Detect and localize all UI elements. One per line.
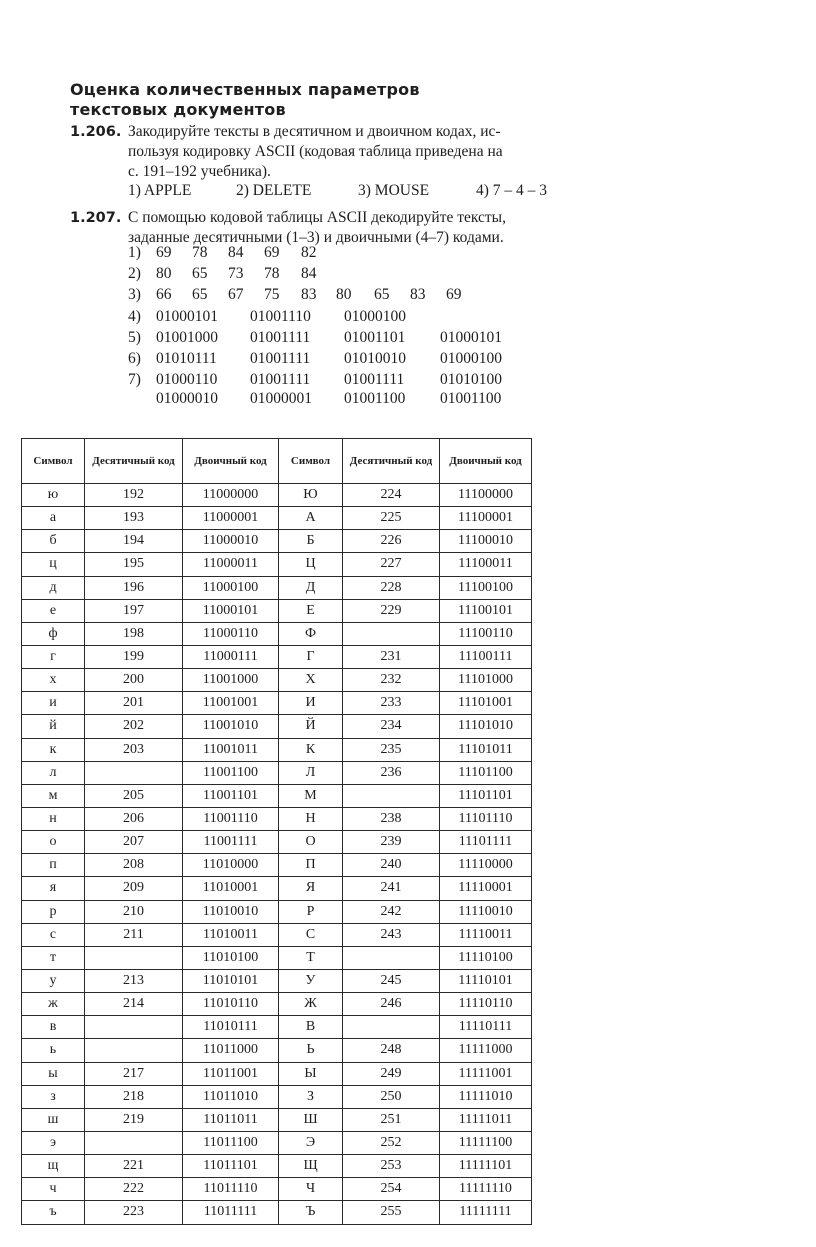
symbol-cell: Т: [279, 946, 343, 969]
heading-line-1: Оценка количественных параметров: [70, 80, 420, 99]
binary-cell: 11011010: [183, 1085, 279, 1108]
decimal-cell: 214: [85, 993, 183, 1016]
decimal-cell: [85, 761, 183, 784]
header-binary: Двоичный код: [440, 439, 532, 484]
code-value: 01010111: [156, 350, 217, 367]
code-value: 01001101: [344, 328, 406, 346]
decimal-cell: 250: [343, 1085, 440, 1108]
code-row-label: 4): [128, 307, 141, 325]
code-value: 73: [228, 265, 244, 283]
symbol-cell: й: [22, 715, 85, 738]
binary-cell: 11100001: [440, 507, 532, 530]
decimal-cell: 227: [343, 553, 440, 576]
code-value: 69: [156, 244, 172, 261]
table-row: [22, 946, 532, 969]
symbol-cell: и: [22, 692, 85, 715]
symbol-cell: е: [22, 599, 85, 622]
decimal-cell: 240: [343, 854, 440, 877]
task-206-number: 1.206.: [70, 124, 122, 140]
symbol-cell: Р: [279, 900, 343, 923]
symbol-cell: В: [279, 1016, 343, 1039]
symbol-cell: М: [279, 784, 343, 807]
task-206-line: пользуя кодировку ASCII (кодовая таблица приведена на: [128, 143, 503, 160]
symbol-cell: ф: [22, 622, 85, 645]
decimal-cell: 226: [343, 530, 440, 553]
decimal-cell: [343, 622, 440, 645]
table-row: [22, 831, 532, 854]
table-row: [22, 553, 532, 576]
table-row: [22, 761, 532, 784]
heading-line-2: текстовых документов: [70, 100, 286, 119]
symbol-cell: О: [279, 831, 343, 854]
code-value: 01001111: [250, 350, 311, 367]
code-value: 01001000: [156, 328, 218, 346]
table-row: [22, 1062, 532, 1085]
decimal-cell: 202: [85, 715, 183, 738]
decimal-cell: 224: [343, 484, 440, 507]
symbol-cell: Е: [279, 599, 343, 622]
task-207-line: заданные десятичными (1–3) и двоичными (4–7) кодами.: [128, 229, 504, 246]
decimal-cell: 251: [343, 1108, 440, 1131]
symbol-cell: р: [22, 900, 85, 923]
code-value: 84: [228, 244, 244, 261]
symbol-cell: с: [22, 923, 85, 946]
binary-cell: 11110011: [440, 923, 532, 946]
binary-cell: 11111110: [440, 1178, 532, 1201]
decimal-cell: [343, 946, 440, 969]
decimal-cell: 205: [85, 784, 183, 807]
symbol-cell: Ь: [279, 1039, 343, 1062]
symbol-cell: ц: [22, 553, 85, 576]
decimal-cell: 211: [85, 923, 183, 946]
decimal-cell: 193: [85, 507, 183, 530]
code-row-label: 2): [128, 265, 141, 283]
decimal-cell: 228: [343, 576, 440, 599]
header-symbol: Символ: [22, 439, 85, 484]
decimal-cell: 199: [85, 645, 183, 668]
decimal-cell: 249: [343, 1062, 440, 1085]
decimal-cell: 232: [343, 669, 440, 692]
code-value: 65: [374, 286, 390, 304]
table-row: [22, 1155, 532, 1178]
code-value: 01001111: [250, 328, 311, 346]
table-row: [22, 1178, 532, 1201]
table-row: [22, 854, 532, 877]
binary-cell: 11111011: [440, 1108, 532, 1131]
code-value: 01001100: [344, 390, 406, 408]
ascii-code-table: [21, 438, 532, 1225]
symbol-cell: Ч: [279, 1178, 343, 1201]
decimal-cell: 197: [85, 599, 183, 622]
binary-cell: 11010000: [183, 854, 279, 877]
symbol-cell: Ю: [279, 484, 343, 507]
code-value: 65: [192, 265, 208, 283]
code-value: 01000100: [440, 350, 502, 367]
symbol-cell: к: [22, 738, 85, 761]
code-value: 83: [301, 286, 317, 304]
decimal-cell: 243: [343, 923, 440, 946]
binary-cell: 11110100: [440, 946, 532, 969]
decimal-cell: 221: [85, 1155, 183, 1178]
binary-cell: 11010100: [183, 946, 279, 969]
code-value: 01000110: [156, 371, 218, 389]
binary-cell: 11010111: [183, 1016, 279, 1039]
code-value: 01000101: [440, 328, 502, 346]
symbol-cell: з: [22, 1085, 85, 1108]
code-value: 80: [336, 286, 352, 304]
task-206-text: [128, 122, 598, 182]
code-row-label: 6): [128, 350, 141, 367]
code-value: 01010100: [440, 371, 502, 389]
decimal-cell: 234: [343, 715, 440, 738]
symbol-cell: Ъ: [279, 1201, 343, 1224]
task-206-line: с. 191–192 учебника).: [128, 163, 271, 180]
binary-cell: 11101110: [440, 807, 532, 830]
binary-cell: 11011101: [183, 1155, 279, 1178]
binary-cell: 11000000: [183, 484, 279, 507]
decimal-cell: 222: [85, 1178, 183, 1201]
decimal-cell: 241: [343, 877, 440, 900]
symbol-cell: у: [22, 969, 85, 992]
decimal-cell: [85, 1039, 183, 1062]
symbol-cell: ч: [22, 1178, 85, 1201]
symbol-cell: Л: [279, 761, 343, 784]
symbol-cell: Ц: [279, 553, 343, 576]
table-row: [22, 1201, 532, 1224]
binary-cell: 11110110: [440, 993, 532, 1016]
binary-cell: 11101010: [440, 715, 532, 738]
table-row: [22, 900, 532, 923]
code-value: 01000001: [250, 390, 312, 408]
table-row: [22, 993, 532, 1016]
task-207-number: 1.207.: [70, 210, 122, 226]
decimal-cell: 235: [343, 738, 440, 761]
binary-cell: 11100100: [440, 576, 532, 599]
symbol-cell: Ы: [279, 1062, 343, 1085]
decimal-cell: 213: [85, 969, 183, 992]
code-value: 75: [264, 286, 280, 304]
symbol-cell: ъ: [22, 1201, 85, 1224]
decimal-cell: 223: [85, 1201, 183, 1224]
decimal-cell: 236: [343, 761, 440, 784]
binary-cell: 11100011: [440, 553, 532, 576]
symbol-cell: п: [22, 854, 85, 877]
table-row: [22, 599, 532, 622]
decimal-cell: 198: [85, 622, 183, 645]
decimal-cell: 255: [343, 1201, 440, 1224]
decimal-cell: 253: [343, 1155, 440, 1178]
binary-cell: 11101100: [440, 761, 532, 784]
binary-cell: 11010101: [183, 969, 279, 992]
binary-cell: 11001111: [183, 831, 279, 854]
symbol-cell: щ: [22, 1155, 85, 1178]
binary-cell: 11101011: [440, 738, 532, 761]
decimal-cell: [85, 1016, 183, 1039]
decimal-cell: 219: [85, 1108, 183, 1131]
decimal-cell: 200: [85, 669, 183, 692]
table-row: [22, 669, 532, 692]
option-4: 4) 7 – 4 – 3: [476, 182, 548, 199]
code-value: 01000010: [156, 390, 218, 408]
symbol-cell: У: [279, 969, 343, 992]
symbol-cell: Г: [279, 645, 343, 668]
binary-cell: 11100110: [440, 622, 532, 645]
symbol-cell: Б: [279, 530, 343, 553]
header-decimal: Десятичный код: [85, 439, 183, 484]
decimal-cell: 206: [85, 807, 183, 830]
table-row: [22, 530, 532, 553]
symbol-cell: Щ: [279, 1155, 343, 1178]
code-value: 66: [156, 286, 172, 304]
binary-cell: 11000100: [183, 576, 279, 599]
decimal-cell: [343, 1016, 440, 1039]
binary-cell: 11011100: [183, 1131, 279, 1154]
symbol-cell: Ф: [279, 622, 343, 645]
symbol-cell: П: [279, 854, 343, 877]
decimal-cell: 195: [85, 553, 183, 576]
code-value: 01000100: [344, 307, 406, 325]
symbol-cell: Я: [279, 877, 343, 900]
binary-cell: 11110101: [440, 969, 532, 992]
decimal-cell: 201: [85, 692, 183, 715]
decimal-cell: 238: [343, 807, 440, 830]
decimal-cell: 196: [85, 576, 183, 599]
table-row: [22, 807, 532, 830]
binary-cell: 11100101: [440, 599, 532, 622]
decimal-cell: 225: [343, 507, 440, 530]
symbol-cell: З: [279, 1085, 343, 1108]
code-value: 69: [264, 244, 280, 261]
table-row: [22, 1039, 532, 1062]
table-row: [22, 1108, 532, 1131]
code-row-label: 3): [128, 286, 141, 304]
symbol-cell: А: [279, 507, 343, 530]
symbol-cell: ж: [22, 993, 85, 1016]
table-row: [22, 1131, 532, 1154]
header-decimal: Десятичный код: [343, 439, 440, 484]
code-value: 67: [228, 286, 244, 304]
code-value: 01000101: [156, 307, 218, 325]
code-value: 01001110: [250, 307, 311, 325]
decimal-cell: 192: [85, 484, 183, 507]
symbol-cell: ш: [22, 1108, 85, 1131]
binary-cell: 11001000: [183, 669, 279, 692]
code-value: 01010010: [344, 350, 406, 367]
code-value: 01001100: [440, 390, 502, 408]
code-value: 83: [410, 286, 426, 304]
binary-cell: 11101101: [440, 784, 532, 807]
table-row: [22, 484, 532, 507]
table-row: [22, 1016, 532, 1039]
header-symbol: Символ: [279, 439, 343, 484]
decimal-cell: 217: [85, 1062, 183, 1085]
code-value: 78: [192, 244, 208, 261]
binary-cell: 11110010: [440, 900, 532, 923]
binary-cell: 11110111: [440, 1016, 532, 1039]
task-206-line: Закодируйте тексты в десятичном и двоичном кодах, ис-: [128, 123, 501, 140]
binary-cell: 11011111: [183, 1201, 279, 1224]
binary-cell: 11111100: [440, 1131, 532, 1154]
symbol-cell: ь: [22, 1039, 85, 1062]
task-207-text: [128, 208, 598, 248]
binary-cell: 11111001: [440, 1062, 532, 1085]
table-row: [22, 715, 532, 738]
code-row-label: 1): [128, 244, 141, 261]
binary-cell: 11000101: [183, 599, 279, 622]
table-row: [22, 645, 532, 668]
binary-cell: 11100000: [440, 484, 532, 507]
binary-cell: 11101001: [440, 692, 532, 715]
symbol-cell: л: [22, 761, 85, 784]
binary-cell: 11001100: [183, 761, 279, 784]
table-row: [22, 622, 532, 645]
symbol-cell: И: [279, 692, 343, 715]
binary-cell: 11001010: [183, 715, 279, 738]
decimal-cell: 242: [343, 900, 440, 923]
binary-cell: 11000010: [183, 530, 279, 553]
table-row: [22, 969, 532, 992]
code-value: 78: [264, 265, 280, 283]
decimal-cell: 246: [343, 993, 440, 1016]
symbol-cell: ю: [22, 484, 85, 507]
binary-cell: 11010110: [183, 993, 279, 1016]
binary-cell: 11110001: [440, 877, 532, 900]
decimal-cell: 239: [343, 831, 440, 854]
decimal-cell: [343, 784, 440, 807]
symbol-cell: ы: [22, 1062, 85, 1085]
decimal-cell: 245: [343, 969, 440, 992]
binary-cell: 11001001: [183, 692, 279, 715]
binary-cell: 11001101: [183, 784, 279, 807]
symbol-cell: Й: [279, 715, 343, 738]
symbol-cell: м: [22, 784, 85, 807]
symbol-cell: я: [22, 877, 85, 900]
decimal-cell: 210: [85, 900, 183, 923]
binary-cell: 11011110: [183, 1178, 279, 1201]
table-row: [22, 692, 532, 715]
symbol-cell: К: [279, 738, 343, 761]
task-207-line: С помощью кодовой таблицы ASCII декодируйте тексты,: [128, 209, 506, 226]
decimal-cell: 229: [343, 599, 440, 622]
code-row-label: 7): [128, 371, 141, 389]
symbol-cell: о: [22, 831, 85, 854]
binary-cell: 11101000: [440, 669, 532, 692]
decimal-cell: 207: [85, 831, 183, 854]
option-3: 3) MOUSE: [358, 182, 430, 199]
decimal-cell: 209: [85, 877, 183, 900]
symbol-cell: н: [22, 807, 85, 830]
code-value: 82: [301, 244, 317, 261]
decimal-cell: 231: [343, 645, 440, 668]
binary-cell: 11000011: [183, 553, 279, 576]
binary-cell: 11011001: [183, 1062, 279, 1085]
symbol-cell: в: [22, 1016, 85, 1039]
binary-cell: 11000001: [183, 507, 279, 530]
symbol-cell: т: [22, 946, 85, 969]
binary-cell: 11111010: [440, 1085, 532, 1108]
symbol-cell: э: [22, 1131, 85, 1154]
table-row: [22, 507, 532, 530]
symbol-cell: Ж: [279, 993, 343, 1016]
decimal-cell: 203: [85, 738, 183, 761]
binary-cell: 11010011: [183, 923, 279, 946]
header-binary: Двоичный код: [183, 439, 279, 484]
symbol-cell: Э: [279, 1131, 343, 1154]
decimal-cell: 252: [343, 1131, 440, 1154]
decimal-cell: 208: [85, 854, 183, 877]
symbol-cell: Н: [279, 807, 343, 830]
binary-cell: 11000110: [183, 622, 279, 645]
symbol-cell: Д: [279, 576, 343, 599]
section-heading: [70, 80, 420, 120]
symbol-cell: д: [22, 576, 85, 599]
decimal-cell: 248: [343, 1039, 440, 1062]
code-value: 01001111: [344, 371, 405, 389]
binary-cell: 11011000: [183, 1039, 279, 1062]
code-value: 65: [192, 286, 208, 304]
decimal-cell: 233: [343, 692, 440, 715]
binary-cell: 11001011: [183, 738, 279, 761]
binary-cell: 11010001: [183, 877, 279, 900]
code-value: 69: [446, 286, 462, 304]
option-2: 2) DELETE: [236, 182, 312, 199]
option-1: 1) APPLE: [128, 182, 192, 199]
binary-cell: 11001110: [183, 807, 279, 830]
binary-cell: 11010010: [183, 900, 279, 923]
table-row: [22, 784, 532, 807]
symbol-cell: Ш: [279, 1108, 343, 1131]
symbol-cell: г: [22, 645, 85, 668]
decimal-cell: 254: [343, 1178, 440, 1201]
binary-cell: 11011011: [183, 1108, 279, 1131]
binary-cell: 11111000: [440, 1039, 532, 1062]
decimal-cell: [85, 1131, 183, 1154]
symbol-cell: х: [22, 669, 85, 692]
binary-cell: 11101111: [440, 831, 532, 854]
table-row: [22, 1085, 532, 1108]
decimal-cell: 218: [85, 1085, 183, 1108]
binary-cell: 11110000: [440, 854, 532, 877]
binary-cell: 11111101: [440, 1155, 532, 1178]
binary-cell: 11100010: [440, 530, 532, 553]
code-row-label: 5): [128, 328, 141, 346]
binary-cell: 11000111: [183, 645, 279, 668]
symbol-cell: С: [279, 923, 343, 946]
binary-cell: 11111111: [440, 1201, 532, 1224]
decimal-cell: [85, 946, 183, 969]
symbol-cell: а: [22, 507, 85, 530]
decimal-cell: 194: [85, 530, 183, 553]
table-row: [22, 738, 532, 761]
symbol-cell: б: [22, 530, 85, 553]
table-row: [22, 576, 532, 599]
binary-cell: 11100111: [440, 645, 532, 668]
code-value: 80: [156, 265, 172, 283]
symbol-cell: Х: [279, 669, 343, 692]
code-value: 01001111: [250, 371, 311, 389]
code-value: 84: [301, 265, 317, 283]
table-row: [22, 877, 532, 900]
table-row: [22, 923, 532, 946]
